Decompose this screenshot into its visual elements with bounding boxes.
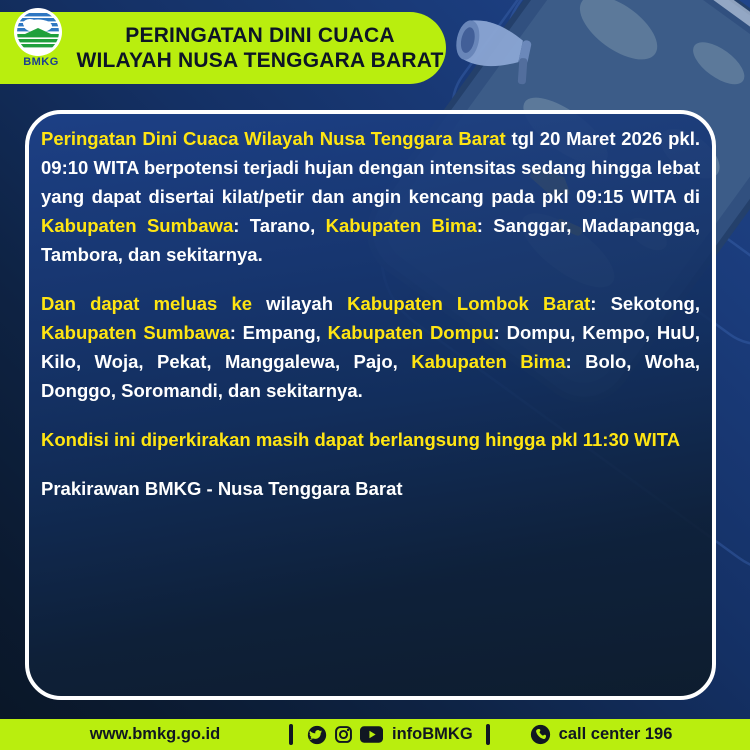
bmkg-logo-label: BMKG	[23, 56, 59, 68]
warning-paragraph-1	[41, 124, 700, 269]
body-text: Prakirawan BMKG - Nusa Tenggara Barat	[41, 478, 403, 499]
highlighted-text: Peringatan Dini Cuaca Wilayah Nusa Tenggara Barat	[41, 128, 506, 149]
body-text: wilayah	[252, 293, 348, 314]
forecaster-signature	[41, 474, 700, 503]
body-text: : Tarano,	[233, 215, 326, 236]
highlighted-text: Kabupaten Lombok Barat	[347, 293, 591, 314]
bmkg-logo	[13, 7, 69, 68]
body-text: tgl 20 Maret 2026 pkl. 09:10 WITA berpotensi terjadi hujan dengan intensitas sedang hingga lebat yang dapat disertai kilat/petir dan angin kencang pada pkl 09:15 WITA di	[41, 128, 700, 207]
body-text: : Sanggar, Madapangga, Tambora, dan sekitarnya.	[41, 215, 700, 265]
youtube-icon[interactable]	[360, 726, 383, 743]
bmkg-logo-icon	[13, 7, 63, 57]
page-title	[74, 23, 446, 73]
highlighted-text: Kabupaten Bima	[325, 215, 477, 236]
body-text: : Dompu, Kempo, HuU, Kilo, Woja, Pekat, Manggalewa, Pajo,	[41, 322, 700, 372]
twitter-icon[interactable]	[307, 725, 327, 745]
page-title-line1: PERINGATAN DINI CUACA	[125, 24, 395, 47]
highlighted-text: Kondisi ini diperkirakan masih dapat berlangsung hingga pkl 11:30 WITA	[41, 429, 681, 450]
warning-paragraph-2	[41, 289, 700, 405]
footer-bar	[0, 719, 750, 750]
body-text: : Sekotong,	[590, 293, 700, 314]
highlighted-text: Dan dapat meluas ke	[41, 293, 253, 314]
highlighted-text: Kabupaten Dompu	[327, 322, 494, 343]
call-center-label[interactable]: call center 196	[558, 725, 673, 743]
website-link[interactable]: www.bmkg.go.id	[89, 725, 221, 743]
highlighted-text: Kabupaten Sumbawa	[41, 215, 234, 236]
warning-paragraph-3	[41, 425, 700, 454]
footer-divider	[486, 724, 490, 745]
highlighted-text: Kabupaten Bima	[411, 351, 566, 372]
social-icons-group	[307, 725, 383, 745]
warning-panel	[25, 110, 716, 700]
body-text: : Empang,	[229, 322, 328, 343]
social-handle[interactable]: infoBMKG	[392, 725, 473, 743]
highlighted-text: Kabupaten Sumbawa	[41, 322, 230, 343]
instagram-icon[interactable]	[334, 725, 353, 744]
footer-divider	[289, 724, 293, 745]
page-title-line2: WILAYAH NUSA TENGGARA BARAT	[76, 49, 444, 72]
body-text: : Bolo, Woha, Donggo, Soromandi, dan sekitarnya.	[41, 351, 701, 401]
phone-icon	[530, 724, 551, 745]
